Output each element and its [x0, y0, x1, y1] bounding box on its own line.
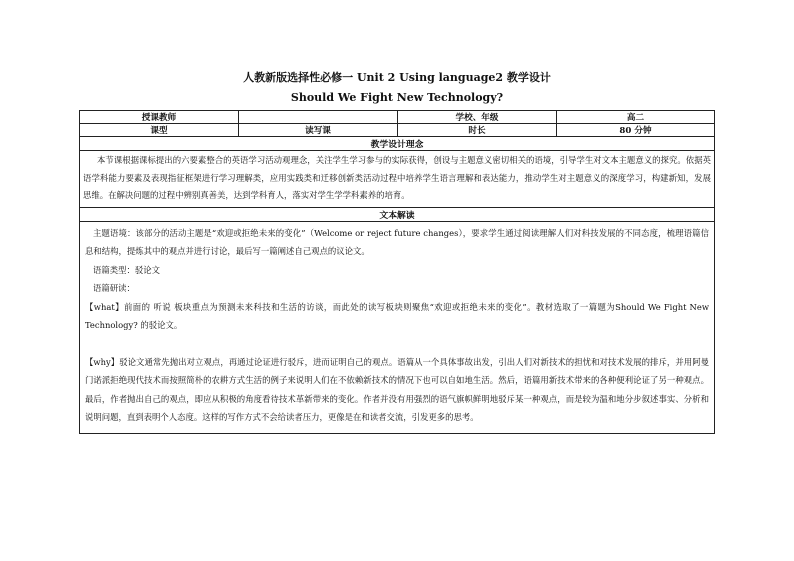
design-concept-text: 本节课根据课标提出的六要素整合的英语学习活动观理念，关注学生学习参与的实际获得，创设与主题意义密切相关的语境，引导学生对文本主题意义的探究。依据英语学科能力要素及表现指征框架进行学习理解类，应用实践类和迁移创新类活动过程中培养学生语言理解和表达能力，推动学生对主题意义的深度学习，构建新知，发展思维。在解决问题的过程中辨别真善美，达到学科育人，落实对学生学学科素养的培育。 [80, 151, 715, 208]
table-row [80, 151, 715, 208]
theme-context-paragraph: 主题语境：该部分的活动主题是“欢迎或拒绝未来的变化”（Welcome or reject future changes），要求学生通过阅读理解人们对科技发展的不同态度，梳理语篇信息和结构，提炼其中的观点并进行讨论，最后写一篇阐述自己观点的议论文。 [85, 227, 709, 256]
school-grade-label: 学校、年级 [398, 111, 557, 124]
genre-paragraph: 语篇类型：驳论文 [93, 264, 160, 275]
lesson-design-table [79, 110, 715, 434]
table-row [80, 207, 715, 221]
teacher-label: 授课教师 [80, 111, 239, 124]
teacher-value [239, 111, 398, 124]
text-analysis-heading: 文本解读 [80, 207, 715, 221]
design-concept-heading: 教学设计理念 [80, 137, 715, 151]
document-title: 人教新版选择性必修一 Unit 2 Using language2 教学设计 [243, 71, 551, 84]
table-row [80, 124, 715, 137]
duration-label: 时长 [398, 124, 557, 137]
lesson-type-value: 读写课 [239, 124, 398, 137]
duration-value: 80 分钟 [557, 124, 715, 137]
document-subtitle: Should We Fight New Technology? [290, 91, 504, 104]
paragraph-gap [85, 335, 709, 353]
table-row [80, 111, 715, 124]
what-paragraph: 【what】前面的 听说 板块重点为预测未来科技和生活的访谈，而此处的读写板块则聚焦“欢迎或拒绝未来的变化”。教材选取了一篇题为Should We Fight New Technology? 的驳论文。 [85, 301, 709, 330]
why-paragraph: 【why】驳论文通常先抛出对立观点，再通过论证进行驳斥，进而证明自己的观点。语篇从一个具体事故出发，引出人们对新技术的担忧和对技术发展的排斥，并用阿曼门诺派拒绝现代技术而按照简朴的农耕方式生活的例子来说明人们在不依赖新技术的情况下也可以自如地生活。然后，语篇用新技术带来的各种便利论证了另一种观点。最后，作者抛出自己的观点，即应从积极的角度看待技术革新带来的变化。作者并没有用强烈的语气旗帜鲜明地驳斥某一种观点，而是较为温和地分步叙述事实、分析和说明问题，直到表明个人态度。这样的写作方式不会给读者压力，更像是在和读者交流，引发更多的思考。 [85, 356, 709, 422]
table-row [80, 137, 715, 151]
study-paragraph: 语篇研读： [93, 283, 135, 293]
school-grade-value: 高二 [557, 111, 715, 124]
table-row [80, 221, 715, 433]
lesson-type-label: 课型 [80, 124, 239, 137]
text-analysis-body [80, 221, 715, 433]
